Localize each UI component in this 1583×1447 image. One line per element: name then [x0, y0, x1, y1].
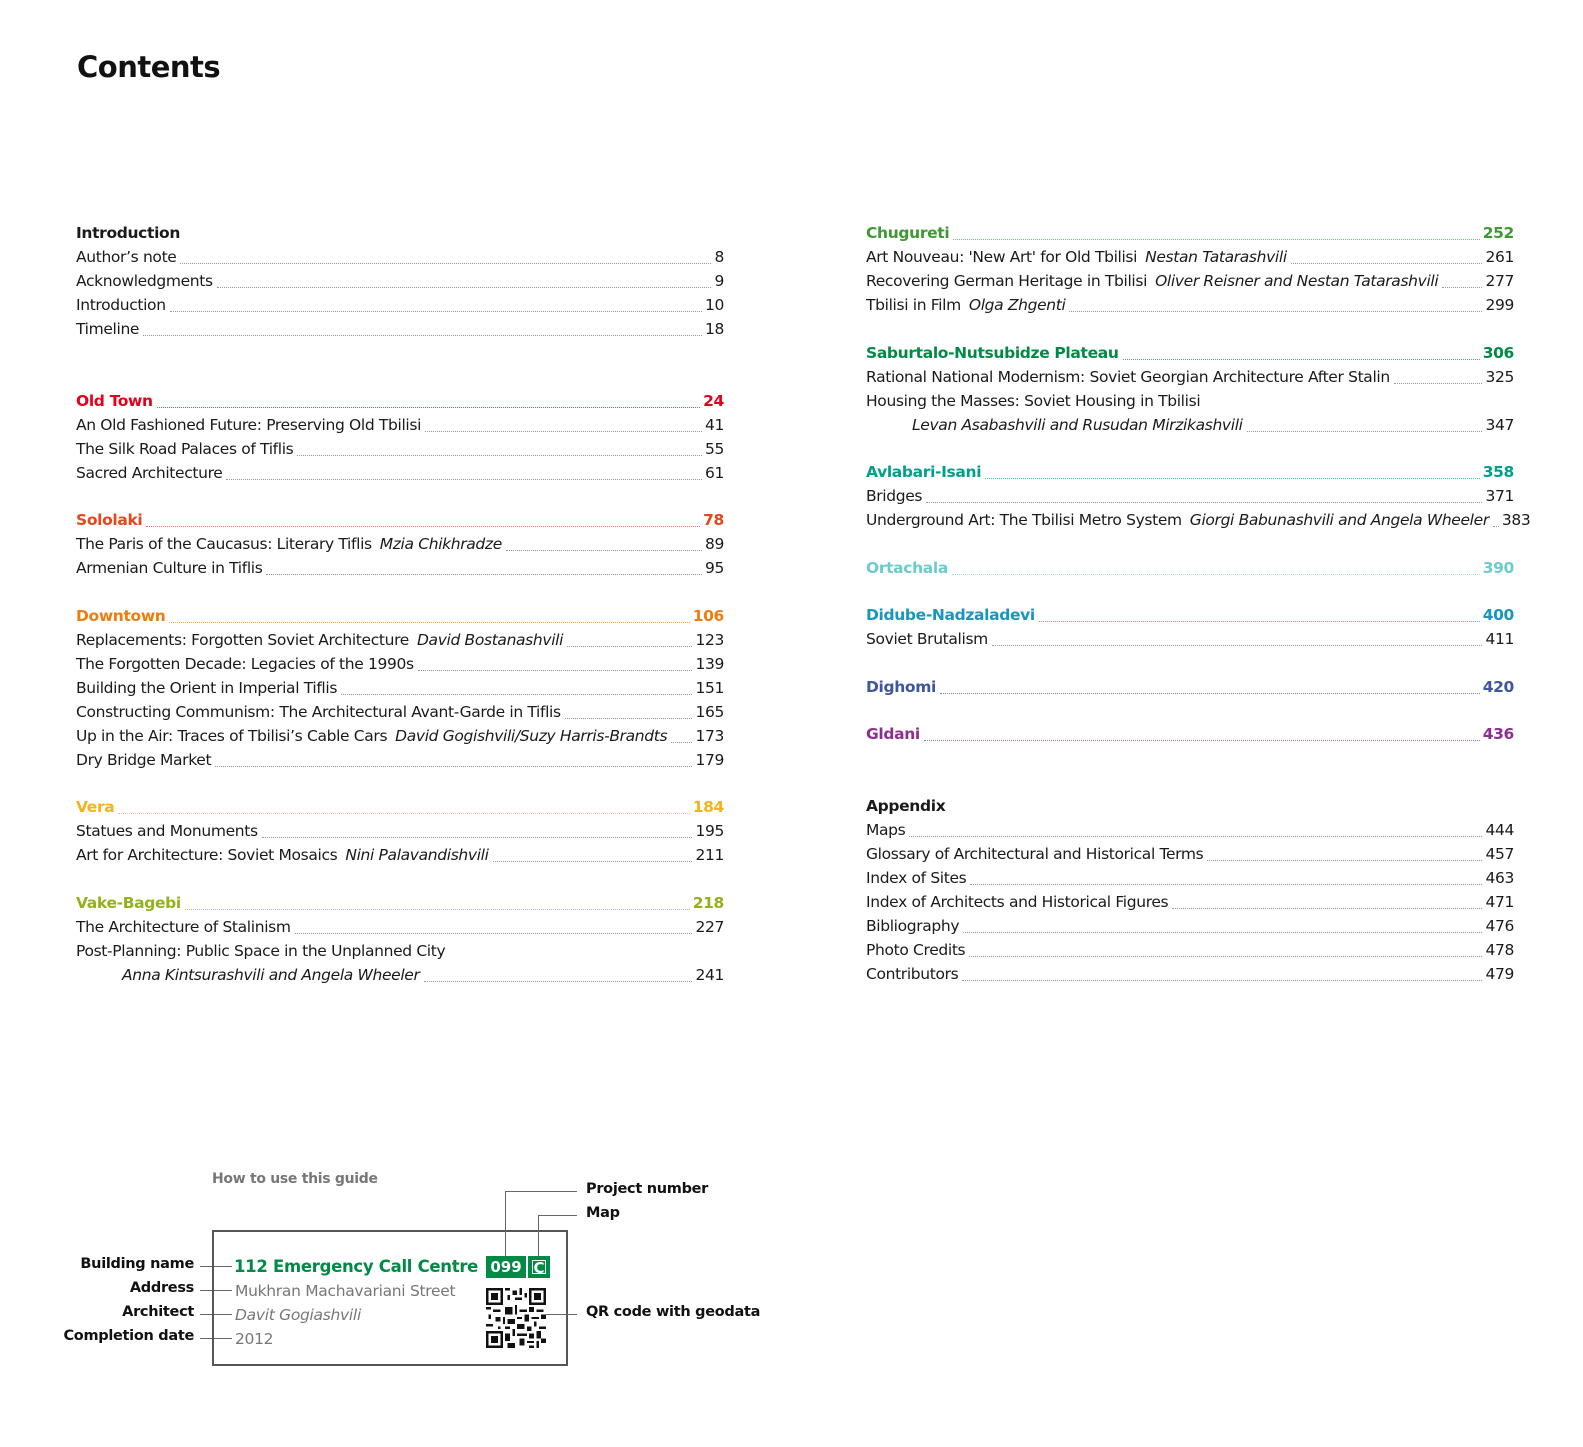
- entry-page-number: 241: [695, 965, 724, 984]
- dot-leader: [962, 979, 1482, 981]
- entry-page-number: 411: [1485, 630, 1514, 648]
- entry-title: Housing the Masses: Soviet Housing in Tbilisi: [866, 391, 1201, 410]
- section-heading[interactable]: [866, 794, 1514, 818]
- toc-entry[interactable]: [76, 819, 724, 843]
- section-page-number: 106: [692, 606, 724, 625]
- entry-page-number: 41: [704, 415, 724, 434]
- legend-qr-label: QR code with geodata: [586, 1304, 761, 1320]
- entry-page-number: 151: [695, 678, 724, 697]
- dot-leader: [226, 478, 702, 480]
- entry-title: The Forgotten Decade: Legacies of the 1990s: [76, 654, 414, 673]
- toc-section: [866, 603, 1514, 651]
- entry-page-number: 479: [1485, 964, 1514, 983]
- legend-connector: [505, 1191, 577, 1192]
- section-title: Avlabari-Isani: [866, 463, 982, 481]
- entry-author: David Gogishvili/Suzy Harris-Brandts: [395, 726, 668, 745]
- entry-author: Giorgi Babunashvili and Angela Wheeler: [1189, 511, 1489, 529]
- dot-leader: [924, 739, 1480, 741]
- entry-page-number: 371: [1485, 487, 1514, 505]
- entry-page-number: 325: [1485, 367, 1514, 386]
- section-title: Sololaki: [76, 511, 143, 529]
- dot-leader: [418, 669, 693, 671]
- entry-author: Levan Asabashvili and Rusudan Mirzikashvili: [912, 415, 1243, 434]
- toc-entry[interactable]: [76, 556, 724, 580]
- entry-page-number: 165: [695, 702, 724, 721]
- dot-leader: [146, 525, 700, 527]
- toc-entry[interactable]: [76, 915, 724, 939]
- entry-page-number: 8: [714, 248, 724, 266]
- legend-connector: [546, 1314, 577, 1315]
- qr-code-icon: [486, 1288, 546, 1348]
- entry-title: Up in the Air: Traces of Tbilisi’s Cable Cars: [76, 726, 388, 745]
- example-address: Mukhran Machavariani Street: [235, 1282, 456, 1300]
- entry-page-number: 179: [695, 750, 724, 769]
- dot-leader: [1039, 620, 1480, 622]
- entry-page-number: 173: [695, 726, 724, 745]
- entry-author: Mzia Chikhradze: [379, 535, 502, 553]
- entry-title: The Silk Road Palaces of Tiflis: [76, 439, 294, 458]
- dot-leader: [266, 573, 702, 575]
- section-page-number: 400: [1482, 606, 1514, 624]
- entry-page-number: 471: [1485, 892, 1514, 911]
- entry-page-number: 277: [1485, 272, 1514, 290]
- entry-title: Index of Sites: [866, 868, 967, 887]
- dot-leader: [506, 549, 702, 551]
- section-heading[interactable]: [76, 891, 724, 915]
- entry-page-number: 139: [695, 654, 724, 673]
- example-completion-date: 2012: [235, 1330, 274, 1348]
- section-title: Chugureti: [866, 224, 950, 242]
- toc-section: [76, 389, 724, 485]
- dot-leader: [565, 717, 693, 719]
- section-title: Vera: [76, 798, 115, 816]
- entry-page-number: 457: [1485, 844, 1514, 863]
- entry-title: The Paris of the Caucasus: Literary Tiflis: [76, 535, 372, 553]
- dot-leader: [262, 836, 693, 838]
- section-heading[interactable]: [866, 675, 1514, 699]
- entry-title: Author’s note: [76, 248, 177, 266]
- toc-entry[interactable]: [76, 963, 724, 987]
- entry-title: Maps: [866, 820, 906, 839]
- toc-section: [76, 604, 724, 772]
- toc-entry[interactable]: [866, 269, 1514, 293]
- entry-title: Armenian Culture in Tiflis: [76, 559, 263, 577]
- entry-page-number: 55: [704, 439, 724, 458]
- entry-author: Nini Palavandishvili: [345, 846, 489, 864]
- toc-entry[interactable]: [866, 293, 1514, 317]
- legend-connector: [505, 1191, 506, 1256]
- dot-leader: [118, 812, 689, 814]
- section-heading[interactable]: [866, 722, 1514, 746]
- toc-section: [76, 891, 724, 987]
- dot-leader: [963, 931, 1482, 933]
- dot-leader: [1123, 358, 1480, 360]
- legend-map-label: Map: [586, 1205, 620, 1221]
- toc-entry[interactable]: [866, 842, 1514, 866]
- dot-leader: [493, 860, 693, 862]
- section-heading[interactable]: [866, 221, 1514, 245]
- dot-leader: [169, 621, 689, 623]
- toc-entry[interactable]: [76, 628, 724, 652]
- toc-entry[interactable]: [866, 484, 1514, 508]
- entry-page-number: 61: [704, 463, 724, 482]
- entry-page-number: 89: [704, 535, 724, 553]
- entry-title: Recovering German Heritage in Tbilisi: [866, 272, 1148, 290]
- legend-building-name-label: Building name: [80, 1256, 194, 1272]
- dot-leader: [1493, 525, 1499, 527]
- section-heading[interactable]: [76, 221, 724, 245]
- toc-entry[interactable]: [76, 293, 724, 317]
- entry-title: Post-Planning: Public Space in the Unplanned City: [76, 941, 446, 960]
- entry-page-number: 261: [1485, 248, 1514, 266]
- entry-author: David Bostanashvili: [416, 630, 564, 649]
- legend-completion-date-label: Completion date: [63, 1328, 194, 1344]
- example-map-letter: [528, 1256, 550, 1278]
- legend-connector: [538, 1215, 539, 1256]
- toc-section: [866, 722, 1514, 746]
- toc-entry[interactable]: [76, 461, 724, 485]
- toc-entry[interactable]: [76, 748, 724, 772]
- entry-title: Glossary of Architectural and Historical Terms: [866, 844, 1204, 863]
- toc-entry[interactable]: [866, 365, 1514, 389]
- toc-entry[interactable]: [866, 413, 1514, 437]
- section-page-number: 218: [692, 893, 724, 912]
- toc-entry[interactable]: [866, 866, 1514, 890]
- dot-leader: [424, 980, 693, 982]
- section-title: Appendix: [866, 796, 946, 815]
- entry-title: Contributors: [866, 964, 959, 983]
- dot-leader: [217, 286, 712, 288]
- dot-leader: [985, 477, 1480, 479]
- section-page-number: 184: [692, 798, 724, 816]
- legend-project-number-label: Project number: [586, 1181, 709, 1197]
- toc-section: [866, 556, 1514, 580]
- legend-architect-label: Architect: [122, 1304, 194, 1320]
- dot-leader: [909, 835, 1482, 837]
- dot-leader: [1394, 382, 1483, 384]
- section-page-number: 78: [703, 511, 724, 529]
- toc-section: [866, 460, 1531, 532]
- example-building-name: 112 Emergency Call Centre: [234, 1257, 479, 1276]
- entry-page-number: 476: [1485, 916, 1514, 935]
- entry-title: Soviet Brutalism: [866, 630, 988, 648]
- entry-author: Anna Kintsurashvili and Angela Wheeler: [122, 965, 420, 984]
- section-heading[interactable]: [76, 604, 724, 628]
- section-title: Vake-Bagebi: [76, 893, 181, 912]
- toc-entry[interactable]: [76, 413, 724, 437]
- entry-title: Art for Architecture: Soviet Mosaics: [76, 846, 338, 864]
- dot-leader: [1442, 286, 1482, 288]
- entry-title: An Old Fashioned Future: Preserving Old Tbilisi: [76, 415, 422, 434]
- section-title: Gldani: [866, 725, 920, 743]
- entry-title: Rational National Modernism: Soviet Georgian Architecture After Stalin: [866, 367, 1390, 386]
- toc-entry[interactable]: [866, 914, 1514, 938]
- dot-leader: [170, 310, 702, 312]
- dot-leader: [992, 644, 1483, 646]
- dot-leader: [926, 501, 1482, 503]
- section-page-number: 436: [1482, 725, 1514, 743]
- dot-leader: [297, 454, 702, 456]
- toc-entry[interactable]: [866, 245, 1514, 269]
- toc-entry[interactable]: [76, 652, 724, 676]
- entry-author: Oliver Reisner and Nestan Tatarashvili: [1155, 272, 1439, 290]
- section-title: Old Town: [76, 391, 153, 410]
- entry-page-number: 463: [1485, 868, 1514, 887]
- section-heading[interactable]: [866, 603, 1514, 627]
- section-page-number: 420: [1482, 677, 1514, 696]
- entry-page-number: 195: [695, 822, 724, 840]
- entry-page-number: 444: [1485, 820, 1514, 839]
- entry-page-number: 18: [704, 320, 724, 338]
- dot-leader: [341, 693, 692, 695]
- section-page-number: 306: [1482, 343, 1514, 362]
- toc-entry[interactable]: [866, 508, 1531, 532]
- entry-author: Olga Zhgenti: [968, 296, 1066, 314]
- dot-leader: [1291, 262, 1483, 264]
- toc-entry[interactable]: [76, 437, 724, 461]
- toc-section: [76, 795, 724, 867]
- toc-entry[interactable]: [866, 818, 1514, 842]
- dot-leader: [671, 741, 692, 743]
- dot-leader: [185, 908, 690, 910]
- section-heading[interactable]: [866, 556, 1514, 580]
- toc-entry[interactable]: [76, 939, 724, 963]
- entry-title: Art Nouveau: 'New Art' for Old Tbilisi: [866, 248, 1138, 266]
- toc-entry[interactable]: [866, 890, 1514, 914]
- dot-leader: [940, 692, 1480, 694]
- dot-leader: [143, 334, 702, 336]
- toc-entry[interactable]: [76, 269, 724, 293]
- entry-title: Timeline: [76, 320, 140, 338]
- dot-leader: [180, 262, 711, 264]
- entry-title: Sacred Architecture: [76, 463, 223, 482]
- toc-right-column: [866, 221, 1531, 1009]
- entry-title: Tbilisi in Film: [866, 296, 961, 314]
- toc-section: [866, 794, 1514, 986]
- toc-section: [76, 508, 724, 580]
- entry-title: The Architecture of Stalinism: [76, 917, 291, 936]
- entry-title: Replacements: Forgotten Soviet Architecture: [76, 630, 409, 649]
- entry-page-number: 478: [1485, 940, 1514, 959]
- entry-title: Underground Art: The Tbilisi Metro System: [866, 511, 1182, 529]
- toc-entry[interactable]: [866, 389, 1514, 413]
- section-page-number: 252: [1482, 224, 1514, 242]
- entry-page-number: 123: [695, 630, 724, 649]
- section-title: Saburtalo-Nutsubidze Plateau: [866, 343, 1119, 362]
- dot-leader: [1247, 430, 1483, 432]
- entry-page-number: 227: [695, 917, 724, 936]
- entry-title: Building the Orient in Imperial Tiflis: [76, 678, 338, 697]
- dot-leader: [295, 932, 693, 934]
- toc-entry[interactable]: [76, 676, 724, 700]
- entry-title: Photo Credits: [866, 940, 966, 959]
- toc-entry[interactable]: [76, 724, 724, 748]
- dot-leader: [953, 238, 1479, 240]
- entry-title: Introduction: [76, 296, 166, 314]
- entry-page-number: 299: [1485, 296, 1514, 314]
- entry-page-number: 9: [714, 272, 724, 290]
- example-project-number: 099: [486, 1256, 526, 1278]
- entry-title: Constructing Communism: The Architectural Avant-Garde in Tiflis: [76, 702, 561, 721]
- section-title: Didube-Nadzaladevi: [866, 606, 1035, 624]
- page-title: Contents: [77, 50, 221, 84]
- entry-title: Bridges: [866, 487, 923, 505]
- dot-leader: [970, 883, 1482, 885]
- entry-page-number: 383: [1501, 511, 1531, 529]
- toc-entry[interactable]: [866, 962, 1514, 986]
- toc-section: [866, 341, 1514, 437]
- entry-title: Acknowledgments: [76, 272, 213, 290]
- toc-entry[interactable]: [866, 627, 1514, 651]
- section-heading[interactable]: [76, 389, 724, 413]
- entry-title: Bibliography: [866, 916, 960, 935]
- entry-author: Nestan Tatarashvili: [1145, 248, 1287, 266]
- section-title: Introduction: [76, 224, 181, 242]
- dot-leader: [969, 955, 1482, 957]
- section-heading[interactable]: [866, 460, 1514, 484]
- section-title: Dighomi: [866, 677, 936, 696]
- dot-leader: [425, 430, 702, 432]
- legend-connector: [538, 1215, 577, 1216]
- toc-entry[interactable]: [76, 532, 724, 556]
- guide-title: How to use this guide: [212, 1171, 378, 1187]
- section-page-number: 390: [1482, 558, 1514, 577]
- section-heading[interactable]: [866, 341, 1514, 365]
- dot-leader: [1069, 310, 1482, 312]
- toc-entry[interactable]: [76, 317, 724, 341]
- section-title: Downtown: [76, 606, 166, 625]
- section-title: Ortachala: [866, 558, 948, 577]
- entry-title: Statues and Monuments: [76, 822, 258, 840]
- dot-leader: [952, 573, 1480, 575]
- example-architect: Davit Gogiashvili: [235, 1306, 361, 1324]
- entry-page-number: 347: [1485, 415, 1514, 434]
- section-heading[interactable]: [76, 508, 724, 532]
- section-page-number: 24: [703, 391, 724, 410]
- entry-page-number: 95: [704, 559, 724, 577]
- entry-page-number: 10: [704, 296, 724, 314]
- toc-entry[interactable]: [76, 700, 724, 724]
- toc-section: [76, 221, 724, 341]
- dot-leader: [567, 645, 692, 647]
- toc-left-column: [76, 221, 724, 1010]
- toc-entry[interactable]: [866, 938, 1514, 962]
- section-heading[interactable]: [76, 795, 724, 819]
- entry-title: Dry Bridge Market: [76, 750, 212, 769]
- map-letter: C: [533, 1259, 545, 1277]
- toc-section: [866, 675, 1514, 699]
- entry-title: Index of Architects and Historical Figures: [866, 892, 1169, 911]
- toc-entry[interactable]: [76, 843, 724, 867]
- dot-leader: [1207, 859, 1482, 861]
- section-page-number: 358: [1482, 463, 1514, 481]
- toc-entry[interactable]: [76, 245, 724, 269]
- legend-address-label: Address: [129, 1280, 194, 1296]
- dot-leader: [157, 406, 700, 408]
- dot-leader: [215, 765, 692, 767]
- dot-leader: [1172, 907, 1482, 909]
- toc-section: [866, 221, 1514, 317]
- entry-page-number: 211: [695, 846, 724, 864]
